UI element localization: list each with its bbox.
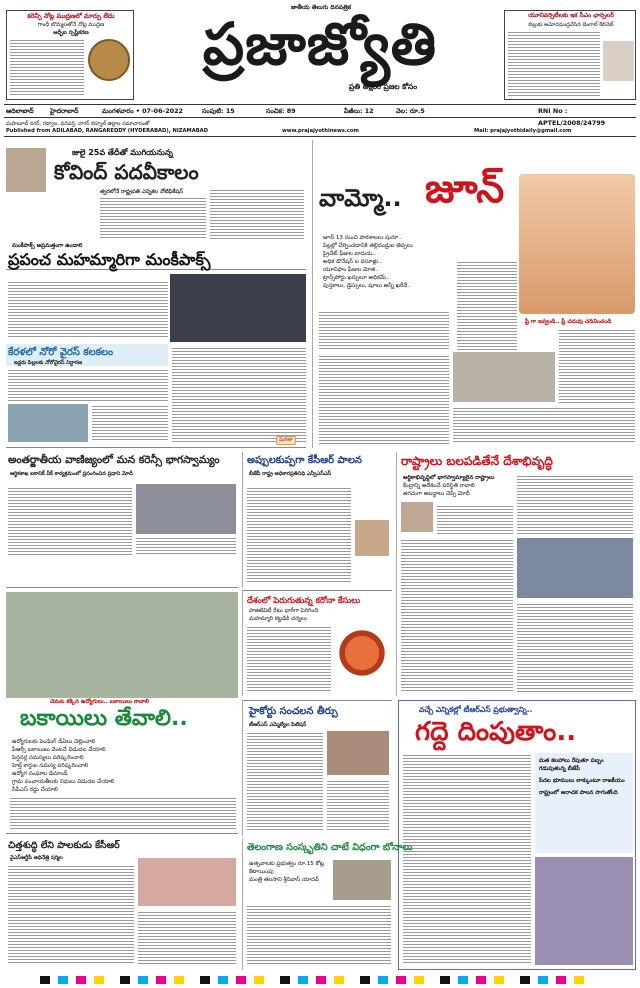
june-text-3 (559, 328, 635, 404)
masthead-title: ప్రజాజ్యోతి (202, 10, 438, 78)
monkeypox-text-2 (172, 346, 306, 442)
corona-point-2: మహమ్మారి కట్టడికి చర్యలు (249, 616, 307, 622)
dues-point-5: ఉద్యోగ సంఘాల డిమాండ్ (12, 771, 68, 777)
dateline-issue: సంచిక: 89 (266, 107, 296, 115)
sharmila-text (8, 864, 134, 964)
dues-point-6: గ్రామ పంచాయతీలకు నిధులు విడుదల చేయాలి (12, 779, 115, 785)
june-points (323, 234, 457, 290)
states-point-2: తరచుగా అబద్ధాలు చెప్పే మోదీ (403, 491, 470, 497)
dateline-pages: పేజీలు: 12 (344, 107, 374, 115)
highcourt-kicker: టీఆర్ఎస్ ఎమ్మెల్యేల పిటిషన్ (249, 722, 307, 728)
kovind-text-2 (210, 188, 304, 240)
brs-point-1: మత కలహాలు రేపుతూ పబ్బం గడుపుతున్న బీజేపీ (539, 758, 604, 772)
kovind-sub: త్వరలోనే రాష్ట్రపతి ఎన్నికల నోటిఫికేషన్ (100, 189, 183, 195)
dues-text (10, 796, 236, 830)
bonalu-story (242, 838, 413, 970)
sharmila-kicker: వైఎస్ఆర్టీపీ అధినేత్రి షర్మిల (10, 855, 63, 861)
bonalu-text (247, 904, 391, 964)
currency-story (6, 452, 238, 588)
kcr-text-1 (247, 486, 351, 582)
highcourt-text-2 (327, 779, 389, 831)
brs-story (398, 700, 636, 970)
monkeypox-map (170, 274, 306, 342)
june-headline-big: జూన్ (425, 166, 505, 212)
corona-point-1: పాజిటివిటీ రేటు భారీగా పెరిగింది (249, 608, 319, 614)
left-box-sub: గాంధీ బొమ్మలతోనే నోట్ల ముద్రణ (37, 22, 105, 28)
left-box-org: ఆర్బీఐ స్పష్టీకరణ (53, 30, 89, 36)
dues-points (12, 738, 236, 794)
masthead-slogan: ప్రతి అక్షరం ప్రజల కోసం (348, 82, 418, 91)
kovind-headline: కోవింద్ పదవీకాలం (54, 160, 199, 184)
monkeypox-story (6, 272, 306, 448)
states-story (396, 452, 636, 696)
highcourt-photo (327, 731, 389, 775)
bonalu-point-1: ఉత్సవాలకు ప్రభుత్వం రూ.15 కోట్ల కేటాయింపు (249, 861, 325, 875)
sharmila-headline: చిత్తశుద్ధి లేని పాలకుడు కేసీఆర్ (8, 840, 120, 851)
dues-story (6, 706, 238, 834)
norovirus-text (8, 368, 168, 402)
june-point-3: ప్రైవేట్ ఫీజుల బాదుడు.. (323, 251, 376, 257)
left-box-text (10, 38, 84, 96)
masthead (0, 0, 640, 102)
states-text-4 (517, 602, 633, 692)
dues-point-1: ఉద్యోగులకు పెండింగ్ డీఏలు చెల్లించాలి (12, 739, 96, 745)
right-box-title: యూనివర్సిటీలకు ఇక సీఎం ఛాన్సలర్ (528, 12, 614, 19)
june-subhead: ఫ్రీ గా ఇవ్వండి.. ఫ్రీ చదువు చదివించండి (525, 319, 612, 325)
dues-point-7: సీపీఎస్ రద్దు చేయాలి (12, 787, 58, 793)
highcourt-story (242, 700, 392, 836)
kovind-text-1 (100, 196, 206, 240)
june-point-6: ట్రాన్స్‌పోర్టు ఖర్చులూ అధికమే.. (323, 275, 390, 281)
dues-photo (6, 592, 238, 698)
more-badge: మిగతా (276, 436, 296, 445)
kovind-photo (6, 148, 46, 192)
june-point-2: పిల్లల్లో చేర్పించడానికి తల్లిదండ్రుల తిప్పలు (323, 243, 413, 249)
sharmila-photo (138, 858, 236, 906)
dues-headline: బకాయిలు తేవాలి.. (20, 706, 188, 731)
info-mail: Mail: prajajyothidaily@gmail.com (474, 128, 572, 134)
virus-illustration (335, 627, 389, 679)
currency-text-1 (8, 486, 132, 556)
bonalu-photo (333, 860, 391, 900)
brs-text (403, 753, 531, 965)
dateline-price: వెల: రూ.5 (396, 107, 425, 115)
norovirus-kicker: ఇద్దరు పిల్లలకు నోరోవైరస్ నిర్ధారణ (14, 360, 83, 366)
kovind-story (6, 140, 306, 270)
monkeypox-text-1 (8, 280, 168, 338)
info-strip (4, 119, 636, 137)
dues-point-3: పెన్షనర్ల సమస్యలు పరిష్కరించాలి (12, 755, 84, 761)
states-text-1 (437, 504, 513, 534)
dues-point-4: హెల్త్ కార్డుల సమస్య పరిష్కరించాలి (12, 763, 89, 769)
dues-strap: చెమట కక్కిన ఉద్యోగులు.. బకాయిలు రావాలి (50, 699, 149, 705)
masthead-left-box (6, 10, 134, 100)
june-point-7: పుస్తకాలు, డ్రెస్సులు, షూలు అన్నీ ఖరీదే.. (323, 283, 411, 289)
brs-point-2: పేదల భూములు లాక్కుంటూ రాజకీయం (539, 778, 625, 784)
highcourt-text (247, 731, 323, 831)
books-illustration (519, 174, 635, 314)
states-point-1: కేంద్రాన్ని ఆదేశించే పరిస్థితి రావాలి (403, 483, 475, 489)
kcr-story (242, 452, 392, 588)
school-kids-photo (453, 352, 555, 402)
dues-point-2: పీఆర్సీ బకాయిలు వెంటనే విడుదల చేయాలి (12, 747, 106, 753)
corona-story (242, 590, 392, 696)
color-bar (40, 976, 600, 984)
currency-kicker: ఆర్థికశాఖ ఐకానిక్ వీక్ కార్యక్రమంలో ప్రసంగించిన ప్రధాని మోదీ (10, 471, 133, 477)
dateline-city: ఆదిలాబాద్ (6, 107, 34, 115)
brs-photo (535, 857, 633, 965)
info-web: www.prajajyothinews.com (282, 128, 359, 134)
brs-point-3: రాష్ట్రంలో అరాచక పాలన సాగుతోంది (539, 790, 618, 796)
corona-headline: దేశంలో పెరుగుతున్న కరోనా కేసులు (247, 595, 360, 605)
corona-text (247, 625, 331, 691)
vinod-photo (401, 502, 433, 532)
june-point-1: జూన్ 13 నుంచి పాఠశాలలు షురూ.. (323, 235, 402, 241)
sharmila-story (6, 838, 238, 970)
norovirus-photo (8, 404, 88, 442)
modi-photo (136, 484, 236, 534)
june-text-1 (457, 260, 517, 350)
monkeypox-headline: ప్రపంచ మహమ్మారిగా మంకీపాక్స్ (8, 250, 211, 269)
bonalu-headline: తెలంగాణ సంస్కృతిని చాటే విధంగా బోనాలు (247, 842, 413, 853)
mamata-photo (603, 41, 634, 81)
june-text-5 (453, 406, 635, 444)
kcr-headline: అప్పులకుప్పగా కేసీఆర్ పాలన (247, 455, 362, 466)
norovirus-headline: కేరళలో నోరో వైరస్ కలకలం (8, 347, 114, 358)
right-box-text (508, 30, 600, 96)
monkeypox-kicker: మంకీపాక్స్ అప్రమత్తంగా ఉండాలి (12, 243, 83, 249)
masthead-tagline: జాతీయ తెలుగు దినపత్రిక (291, 4, 351, 11)
left-box-title: కరెన్సీ నోట్ల ముద్రణలో మార్పు లేదు (27, 12, 115, 20)
dateline-date: మంగళవారం • 07-06-2022 (102, 107, 183, 115)
june-story (312, 140, 636, 448)
info-line1: మహబూబ్ నగర్, గద్వాల, వనపర్తి, నాగర్ కర్నూల్ జిల్లాల సమాచారంతో (6, 121, 150, 127)
june-headline-small: వామ్మో.. (319, 184, 402, 212)
rbi-logo (88, 39, 130, 81)
sharmila-text-2 (138, 910, 236, 964)
highcourt-headline: హైకోర్టు సంచలన తీర్పు (249, 706, 338, 717)
dateline-volume: సంపుటి: 15 (202, 107, 235, 115)
states-kicker: ఆర్థికాభివృద్ధిలో భాగస్వామ్యాలైన రాష్ట్రాలు (403, 475, 495, 481)
currency-headline: అంతర్జాతీయ వాణిజ్యంలో మన కరెన్సీ భాగస్వామ్యం (8, 454, 220, 466)
info-published: Published from ADILABAD, RANGAREDDY (HYDERABAD), NIZAMABAD (6, 128, 209, 134)
june-point-4: అధిక డొనేషన్ ల వసూళ్లు.. (323, 259, 382, 265)
states-text-3 (401, 538, 513, 692)
dateline-edition: హైదరాబాద్ (50, 107, 79, 115)
june-text-2 (319, 310, 449, 350)
currency-text-2 (136, 536, 236, 556)
right-box-sub: బిల్లుకు ఆమోదముద్రవేసిన బెంగాల్ కేబినెట్ (528, 22, 614, 28)
dateline-rni: RNI No : APTEL/2008/24799 (538, 107, 606, 127)
states-stage-photo (517, 538, 633, 598)
states-headline: రాష్ట్రాలు బలపడితేనే దేశాభివృద్ధి (401, 454, 553, 468)
kcr-kicker: బీజేపీ రాష్ట్ర అధికారప్రతినిధి ఎన్వీఎస్ఎస్ (249, 471, 332, 477)
june-point-5: యూనిఫాం ఫీజుల మోత.. (323, 267, 379, 273)
brs-side-panel (535, 753, 633, 853)
nvss-photo (355, 520, 389, 556)
norovirus-text-2 (92, 404, 168, 442)
kovind-kicker: జులై 25వ తేదీతో ముగియనున్న (72, 148, 173, 157)
states-text-2 (517, 474, 633, 534)
masthead-right-box (504, 10, 636, 100)
june-text-4 (319, 354, 449, 444)
brs-kicker: వచ్చే ఎన్నికల్లో టీఆర్ఎస్ ప్రభుత్వాన్ని.. (419, 705, 533, 714)
bonalu-point-2: మంత్రి తలసాని శ్రీనివాస్ యాదవ్ (249, 877, 319, 883)
brs-headline: గద్దె దింపుతాం.. (415, 717, 577, 747)
